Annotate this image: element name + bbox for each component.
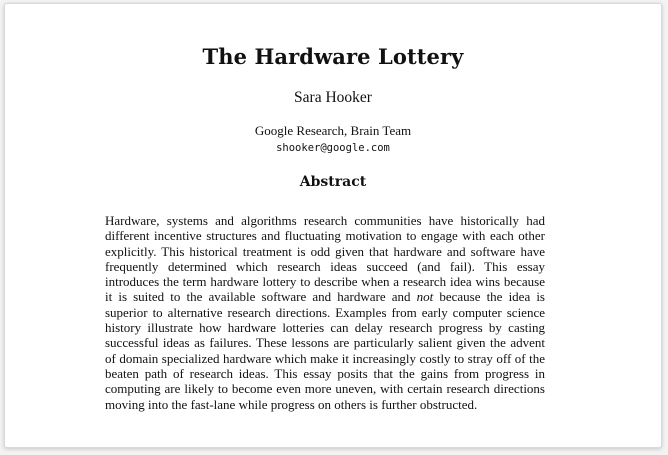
abstract-text bbox=[105, 213, 545, 412]
abstract-text-part1: Hardware, systems and algorithms research communities have historically had different incentive structures and fluctuating motivation to engage with each other explicitly. This historical treatment is odd given that hardware and software have frequently determined which research ideas succeed (and fail). This essay introduces the term hardware lottery to describe when a research idea wins because it is suited to the available software and hardware and bbox=[105, 213, 545, 305]
author-email: shooker@google.com bbox=[276, 142, 390, 154]
author-affiliation: Google Research, Brain Team bbox=[254, 123, 412, 138]
abstract-text-part2: because the idea is superior to alternative research directions. Examples from early computer science history illustrate how hardware lotteries can delay research progress by casting successful ideas as failures. These lessons are particularly salient given the advent of domain specialized hardware which make it increasingly costly to stray off of the beaten path of research ideas. This essay posits that the gains from progress in computing are likely to become even more uneven, with certain research directions moving into the fast-lane while progress on others is further obstructed. bbox=[105, 289, 545, 412]
paper-title: The Hardware Lottery bbox=[202, 44, 464, 69]
abstract-text-emphasis: not bbox=[416, 289, 434, 305]
paper-page bbox=[4, 3, 662, 448]
author-name: Sara Hooker bbox=[294, 89, 372, 106]
abstract-heading: Abstract bbox=[299, 174, 367, 190]
